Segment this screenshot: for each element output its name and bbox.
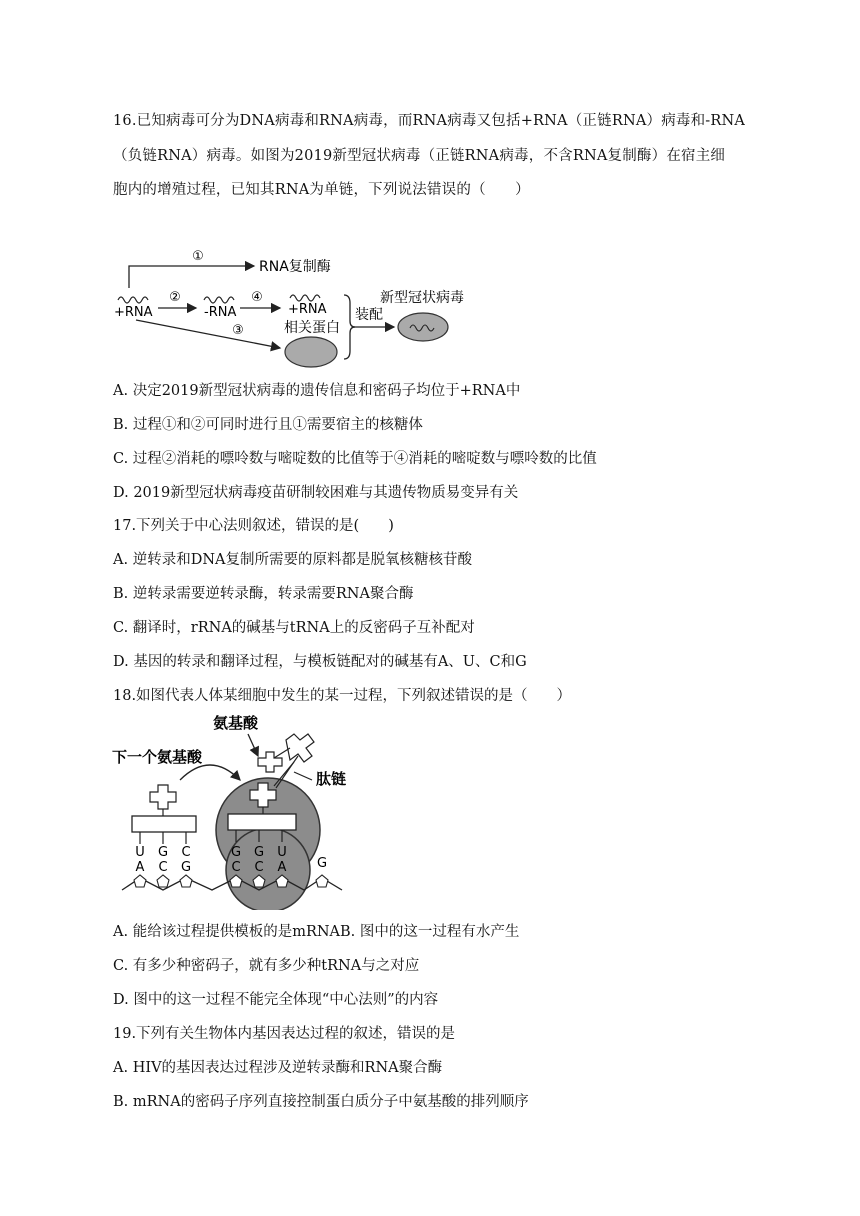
q19-stem: 19.下列有关生物体内基因表达过程的叙述，错误的是 bbox=[113, 1026, 456, 1042]
new-plus-rna-strand bbox=[290, 295, 320, 301]
q16-stem-line-3: 胞内的增殖过程，已知其RNA为单链，下列说法错误的（ ） bbox=[113, 182, 530, 198]
anticodon-base: C bbox=[181, 845, 191, 860]
minus-rna-label: -RNA bbox=[204, 305, 237, 320]
peptide-chain-shape bbox=[286, 734, 314, 762]
anticodon-base: U bbox=[277, 845, 287, 860]
q17-option-a: A. 逆转录和DNA复制所需要的原料都是脱氧核糖核苷酸 bbox=[113, 552, 472, 568]
protein-ellipse bbox=[285, 337, 337, 367]
q19-option-b: B. mRNA的密码子序列直接控制蛋白质分子中氨基酸的排列顺序 bbox=[113, 1094, 529, 1110]
anticodon-base: G bbox=[157, 845, 169, 860]
assembly-brace bbox=[344, 295, 355, 359]
q16-option-d: D. 2019新型冠状病毒疫苗研制较困难与其遗传物质易变异有关 bbox=[113, 485, 519, 501]
peptide-chain-label: 肽链 bbox=[316, 770, 347, 788]
anticodon-base: U bbox=[135, 845, 145, 860]
trailing-base: G bbox=[316, 856, 328, 871]
q17-option-b: B. 逆转录需要逆转录酶，转录需要RNA聚合酶 bbox=[113, 586, 414, 602]
step-3-label: ③ bbox=[232, 323, 244, 338]
q16-option-b: B. 过程①和②可同时进行且①需要宿主的核糖体 bbox=[113, 417, 423, 433]
bound-trna bbox=[228, 814, 296, 830]
virus-label: 新型冠状病毒 bbox=[380, 290, 464, 306]
plus-rna-start-label: +RNA bbox=[114, 305, 153, 320]
q18-option-a-b: A. 能给该过程提供模板的是mRNAB. 图中的这一过程有水产生 bbox=[113, 924, 520, 940]
q18-stem: 18.如图代表人体某细胞中发生的某一过程，下列叙述错误的是（ ） bbox=[113, 688, 572, 704]
amino-acid-label: 氨基酸 bbox=[213, 714, 259, 732]
codon-base: C bbox=[158, 860, 168, 875]
incoming-trna bbox=[132, 816, 196, 832]
minus-rna-strand bbox=[204, 297, 234, 303]
related-protein-label: 相关蛋白 bbox=[284, 320, 340, 336]
q17-option-c: C. 翻译时，rRNA的碱基与tRNA上的反密码子互补配对 bbox=[113, 620, 475, 636]
next-amino-acid-shape bbox=[150, 785, 176, 809]
codon-base: A bbox=[277, 860, 287, 875]
next-amino-acid-label: 下一个氨基酸 bbox=[112, 748, 203, 766]
codon-base: C bbox=[231, 860, 241, 875]
plus-rna-strand bbox=[118, 297, 148, 303]
q17-option-d: D. 基因的转录和翻译过程，与模板链配对的碱基有A、U、C和G bbox=[113, 654, 527, 670]
q18-option-d: D. 图中的这一过程不能完全体现“中心法则”的内容 bbox=[113, 992, 439, 1008]
assembly-label: 装配 bbox=[355, 307, 383, 323]
q16-stem-line-2: （负链RNA）病毒。如图为2019新型冠状病毒（正链RNA病毒，不含RNA复制酶）在宿主细 bbox=[113, 148, 726, 164]
step-2-label: ② bbox=[169, 290, 181, 305]
codon-base: C bbox=[254, 860, 264, 875]
q18-option-c: C. 有多少种密码子，就有多少种tRNA与之对应 bbox=[113, 958, 420, 974]
codon-base: A bbox=[135, 860, 145, 875]
anticodon-base: G bbox=[230, 845, 242, 860]
plus-rna-new-label: +RNA bbox=[288, 302, 327, 317]
rna-replicase-label: RNA复制酶 bbox=[259, 259, 331, 275]
step-1-label: ① bbox=[192, 249, 204, 264]
q17-stem: 17.下列关于中心法则叙述，错误的是( ) bbox=[113, 518, 394, 534]
q16-stem-line-1: 16.已知病毒可分为DNA病毒和RNA病毒，而RNA病毒又包括+RNA（正链RNA）病毒和-RNA bbox=[113, 113, 746, 129]
q19-option-a: A. HIV的基因表达过程涉及逆转录酶和RNA聚合酶 bbox=[113, 1060, 443, 1076]
anticodon-base: G bbox=[253, 845, 265, 860]
q16-option-c: C. 过程②消耗的嘌呤数与嘧啶数的比值等于④消耗的嘧啶数与嘌呤数的比值 bbox=[113, 451, 597, 467]
q18-translation-figure bbox=[108, 710, 358, 910]
q16-option-a: A. 决定2019新型冠状病毒的遗传信息和密码子均位于+RNA中 bbox=[113, 383, 521, 399]
step-4-label: ④ bbox=[251, 290, 263, 305]
codon-base: G bbox=[180, 860, 192, 875]
q16-virus-replication-figure bbox=[108, 240, 508, 380]
